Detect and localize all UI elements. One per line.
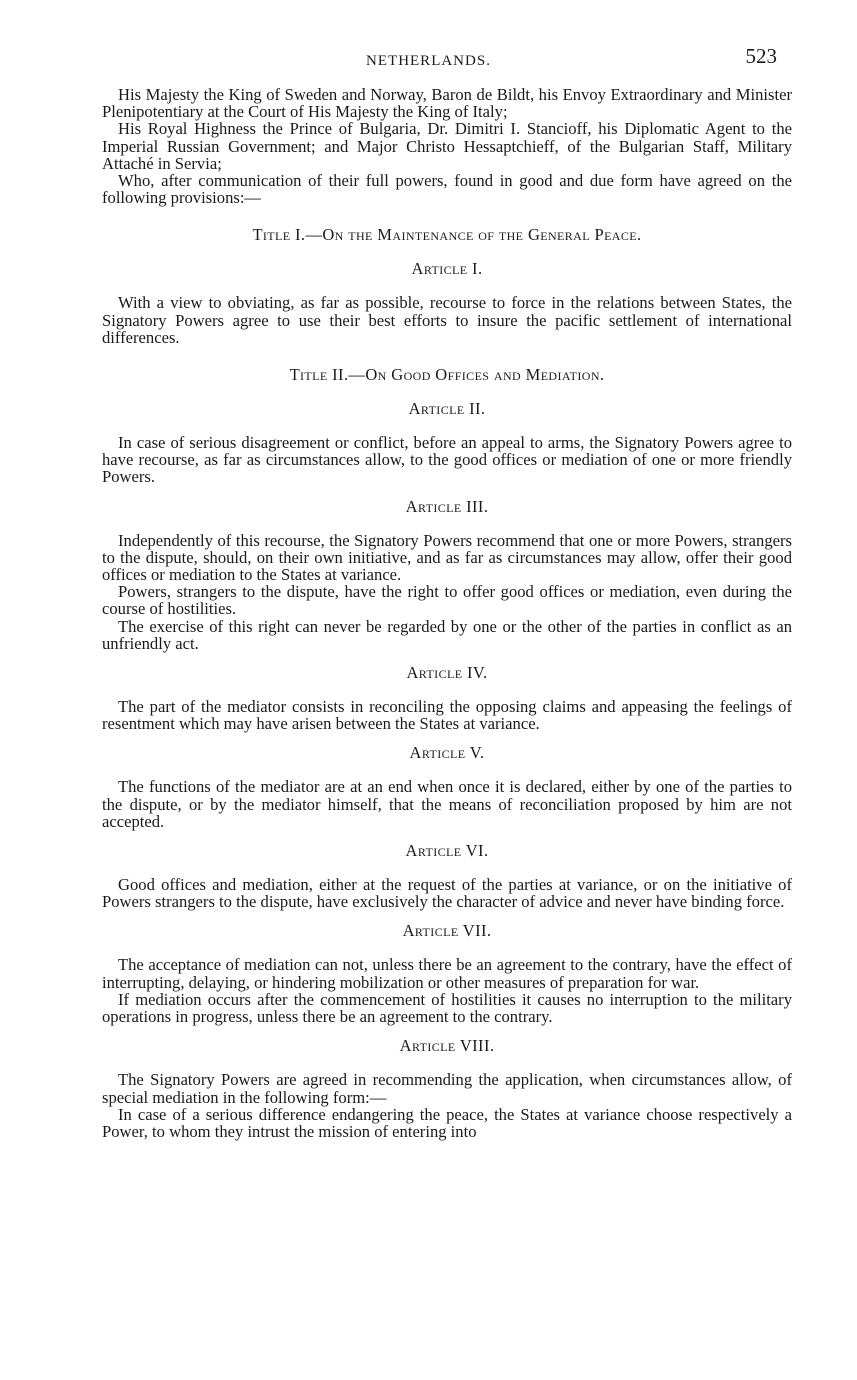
article-8-paragraph-2: In case of a serious difference endangering the peace, the States at variance choose respectively a Power, to whom they intrust the mission of entering into: [102, 1104, 792, 1141]
article-1-heading: Article I.: [411, 259, 483, 279]
article-4-heading: Article IV.: [406, 663, 488, 683]
article-6-heading: Article VI.: [405, 841, 489, 861]
article-3-heading: Article III.: [405, 496, 489, 516]
article-2-heading: Article II.: [408, 399, 486, 419]
article-4-paragraph-1: The part of the mediator consists in reconciling the opposing claims and appeasing the feelings of resentment which may have arisen between the States at variance.: [102, 697, 792, 734]
article-3-paragraph-3: The exercise of this right can never be regarded by one or the other of the parties in conflict as an unfriendly act.: [102, 616, 792, 653]
article-5-paragraph-1: The functions of the mediator are at an end when once it is declared, either by one of the parties to the dispute, or by the mediator himself, that the means of reconciliation proposed by him are not accepted.: [102, 777, 792, 831]
document-body: [102, 86, 792, 1140]
article-8-heading: Article VIII.: [399, 1036, 495, 1056]
article-2-paragraph-1: In case of serious disagreement or conflict, before an appeal to arms, the Signatory Powers agree to have recourse, as far as circumstances allow, to the good offices or mediation of one or more friendly Powers.: [102, 433, 792, 487]
article-7-heading: Article VII.: [402, 921, 492, 941]
article-7-paragraph-2: If mediation occurs after the commencement of hostilities it causes no interruption to the military operations in progress, unless there be an agreement to the contrary.: [102, 989, 792, 1027]
article-6-paragraph-1: Good offices and mediation, either at the request of the parties at variance, or on the initiative of Powers strangers to the dispute, have exclusively the character of advice and never have binding force.: [102, 875, 792, 912]
title-1-heading: Title I.—On the Maintenance of the General Peace.: [252, 225, 642, 245]
intro-paragraph-1: His Majesty the King of Sweden and Norway, Baron de Bildt, his Envoy Extraordinary and Minister Plenipotentiary at the Court of His Majesty the King of Italy;: [102, 85, 792, 122]
article-3-paragraph-2: Powers, strangers to the dispute, have the right to offer good offices or mediation, even during the course of hostilities.: [102, 582, 792, 619]
title-2-heading: Title II.—On Good Offices and Mediation.: [289, 365, 605, 385]
intro-paragraph-2: His Royal Highness the Prince of Bulgaria, Dr. Dimitri I. Stancioff, his Diplomatic Agent to the Imperial Russian Government; and Major Christo Hessaptchieff, of the Bulgarian Staff, Military Attaché in Servia;: [102, 119, 792, 173]
page-number: 523: [745, 44, 777, 68]
article-8-paragraph-1: The Signatory Powers are agreed in recommending the application, when circumstances allow, of special mediation in the following form:—: [102, 1070, 792, 1107]
article-1-paragraph-1: With a view to obviating, as far as possible, recourse to force in the relations between States, the Signatory Powers agree to use their best efforts to insure the pacific settlement of international differences.: [102, 293, 792, 347]
intro-paragraph-3: Who, after communication of their full powers, found in good and due form have agreed on the following provisions:—: [102, 171, 792, 208]
running-header: [0, 44, 857, 72]
article-5-heading: Article V.: [409, 743, 485, 763]
article-3-paragraph-1: Independently of this recourse, the Signatory Powers recommend that one or more Powers, strangers to the dispute, should, on their own initiative, and as far as circumstances may allow, offer their good offices or mediation to the States at variance.: [102, 530, 792, 585]
article-7-paragraph-1: The acceptance of mediation can not, unless there be an agreement to the contrary, have the effect of interrupting, delaying, or hindering mobilization or other measures of preparation for war.: [102, 955, 792, 992]
running-title: NETHERLANDS.: [366, 53, 491, 69]
